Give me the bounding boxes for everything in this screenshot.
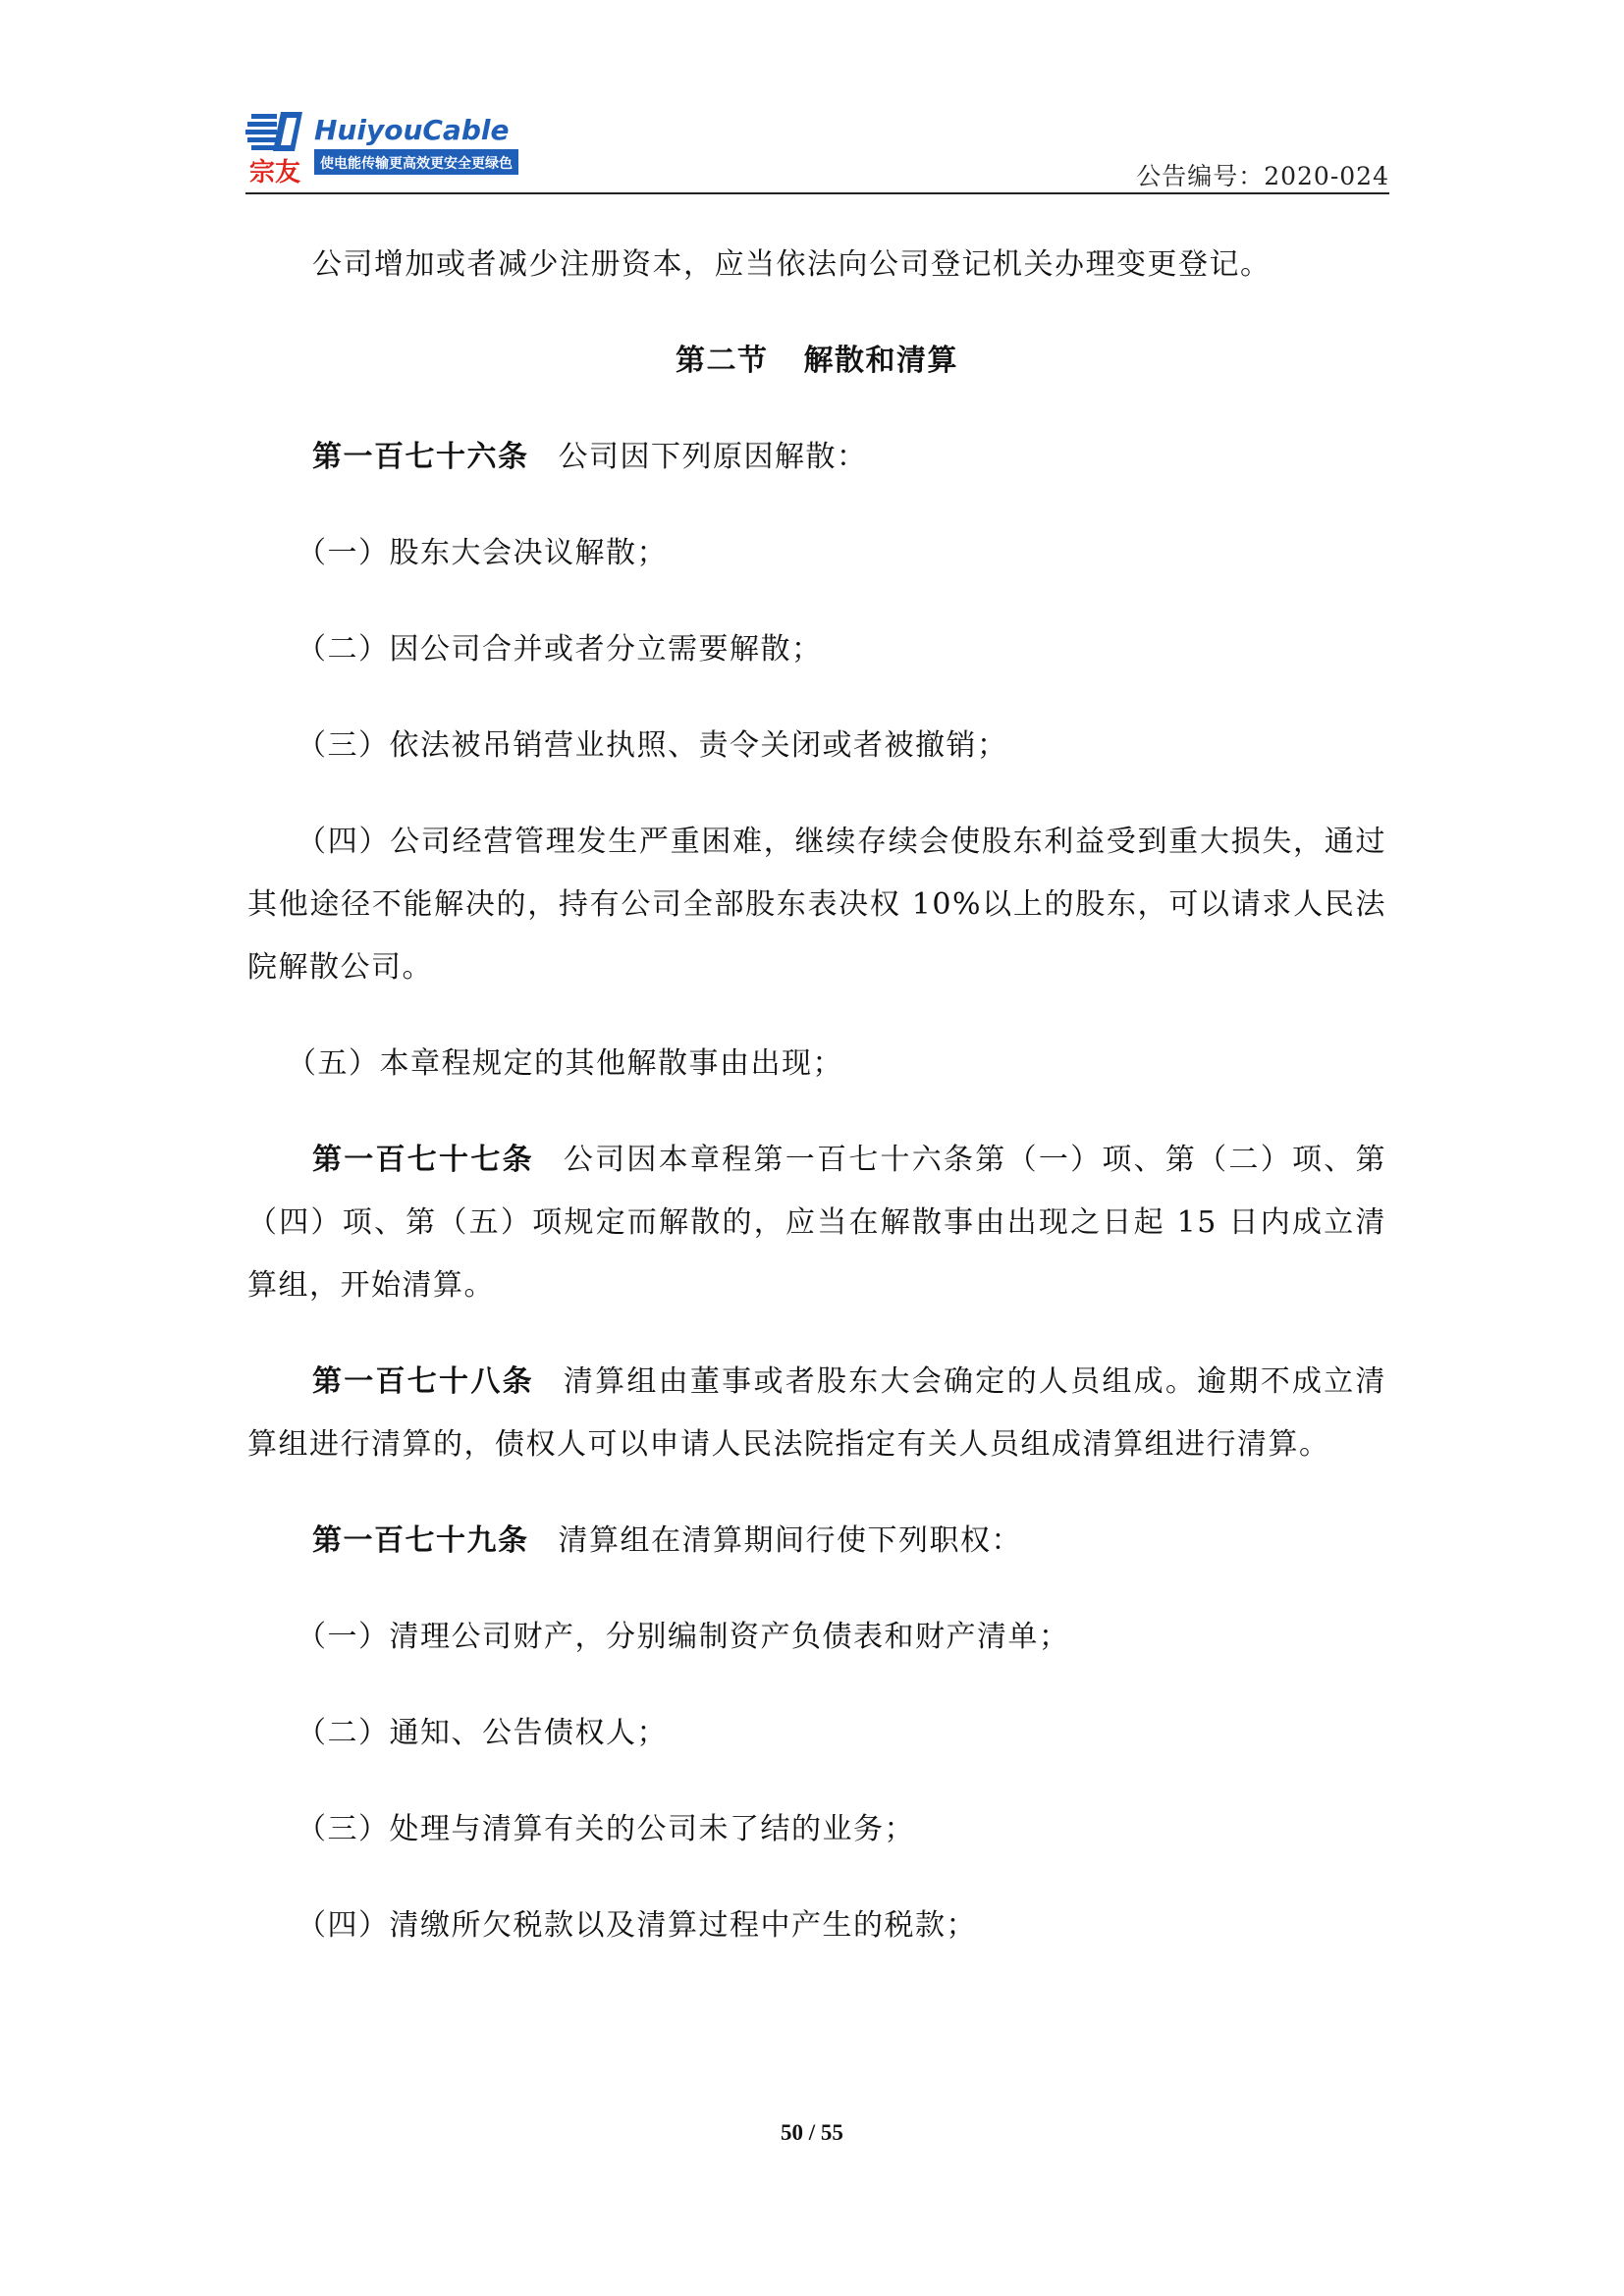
article-178 bbox=[247, 1351, 1386, 1476]
article-179-item-3: （三）处理与清算有关的公司未了结的业务； bbox=[297, 1812, 915, 1846]
section-title bbox=[247, 330, 1386, 393]
announcement-number: 公告编号：2020-024 bbox=[1136, 162, 1389, 190]
article-176 bbox=[247, 426, 1386, 489]
section-number: 第二节 bbox=[676, 344, 769, 378]
header-divider bbox=[245, 192, 1389, 194]
article-178-heading: 第一百七十八条 bbox=[312, 1364, 534, 1399]
page-number: 50 / 55 bbox=[781, 2120, 843, 2145]
page-header bbox=[245, 108, 1389, 192]
article-177-text: 公司因本章程第一百七十六条第（一）项、第（二）项、第（四）项、第（五）项规定而解散的，应当在解散事由出现之日起 15 日内成立清算组，开始清算。 bbox=[247, 1143, 1386, 1303]
article-179-item-2: （二）通知、公告债权人； bbox=[297, 1716, 668, 1750]
logo-emblem-icon bbox=[245, 112, 302, 151]
article-179 bbox=[247, 1510, 1386, 1573]
article-179-text: 清算组在清算期间行使下列职权： bbox=[558, 1523, 1022, 1558]
paragraph-capital-change: 公司增加或者减少注册资本，应当依法向公司登记机关办理变更登记。 bbox=[312, 247, 1272, 282]
article-176-item-5: （五）本章程规定的其他解散事由出现； bbox=[287, 1046, 843, 1081]
article-177-heading: 第一百七十七条 bbox=[312, 1143, 534, 1177]
article-179-item-1: （一）清理公司财产，分别编制资产负债表和财产清单； bbox=[297, 1620, 1070, 1654]
svg-text:使电能传输更高效更安全更绿色: 使电能传输更高效更安全更绿色 bbox=[320, 156, 513, 172]
article-176-item-4: （四）公司经营管理发生严重困难，继续存续会使股东利益受到重大损失，通过其他途径不能解决的，持有公司全部股东表决权 10%以上的股东，可以请求人民法院解散公司。 bbox=[247, 825, 1386, 985]
article-178-text: 清算组由董事或者股东大会确定的人员组成。逾期不成立清算组进行清算的，债权人可以申请人民法院指定有关人员组成清算组进行清算。 bbox=[247, 1364, 1386, 1462]
article-179-item-4: （四）清缴所欠税款以及清算过程中产生的税款； bbox=[297, 1908, 977, 1943]
article-177 bbox=[247, 1129, 1386, 1317]
article-176-item-2: （二）因公司合并或者分立需要解散； bbox=[297, 632, 823, 667]
article-179-heading: 第一百七十九条 bbox=[312, 1523, 529, 1558]
document-body bbox=[247, 234, 1386, 1957]
article-176-text: 公司因下列原因解散： bbox=[558, 440, 868, 474]
svg-text:宗友: 宗友 bbox=[249, 158, 301, 187]
article-176-item-1: （一）股东大会决议解散； bbox=[297, 536, 668, 570]
article-176-item-3: （三）依法被吊销营业执照、责令关闭或者被撤销； bbox=[297, 728, 1008, 763]
svg-text:HuiyouCable: HuiyouCable bbox=[314, 114, 510, 146]
section-name: 解散和清算 bbox=[803, 344, 958, 378]
company-logo bbox=[245, 108, 579, 188]
article-176-heading: 第一百七十六条 bbox=[312, 440, 529, 474]
